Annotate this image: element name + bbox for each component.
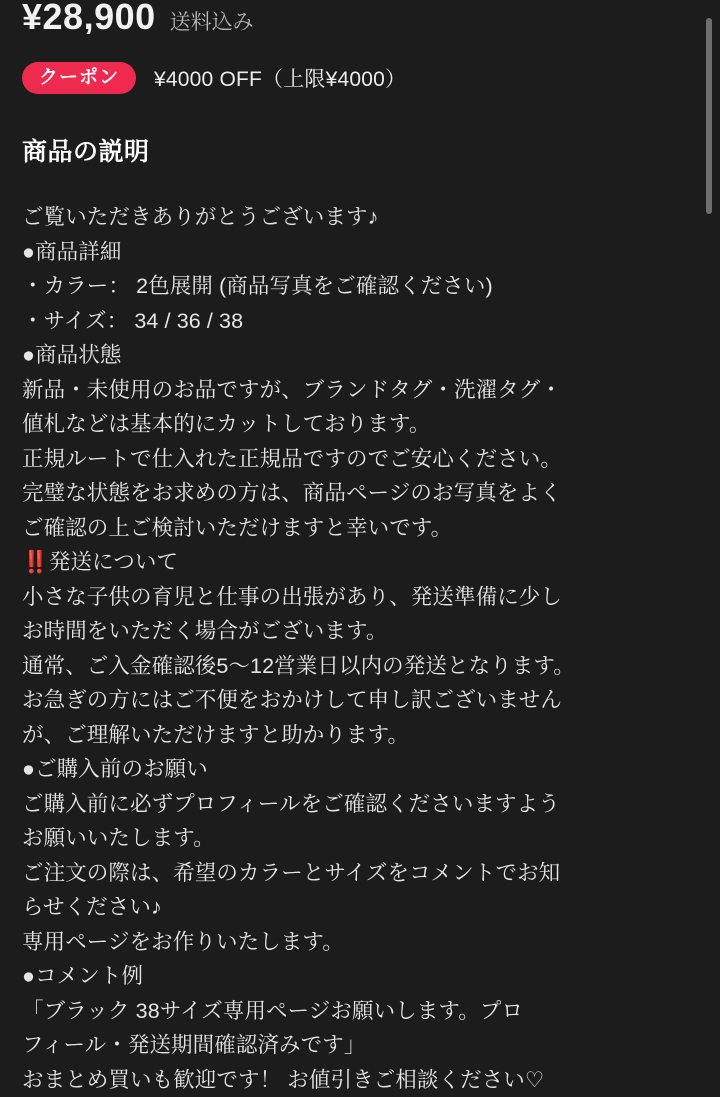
description-line: お急ぎの方にはご不便をおかけして申し訳ございません — [22, 683, 698, 718]
description-line: ご確認の上ご検討いただけますと幸いです。 — [22, 511, 698, 546]
description-line: おまとめ買いも歓迎です！ お値引きご相談ください♡ — [22, 1063, 698, 1097]
description-line: ‼️発送について — [22, 545, 698, 580]
description-line: 正規ルートで仕入れた正規品ですのでご安心ください。 — [22, 442, 698, 477]
description-line: ●商品状態 — [22, 338, 698, 373]
price-row — [22, 0, 698, 34]
product-price: ¥28,900 — [22, 0, 156, 34]
description-line: お願いいたします。 — [22, 821, 698, 856]
description-line: 「ブラック 38サイズ専用ページお願いします。プロ — [22, 994, 698, 1029]
description-body — [22, 200, 698, 1097]
description-line: フィール・発送期間確認済みです」 — [22, 1028, 698, 1063]
description-line: ●ご購入前のお願い — [22, 752, 698, 787]
description-line: ご覧いただきありがとうございます♪ — [22, 200, 698, 235]
scrollbar-thumb[interactable] — [706, 18, 712, 214]
description-line: 値札などは基本的にカットしております。 — [22, 407, 698, 442]
description-line: 小さな子供の育児と仕事の出張があり、発送準備に少し — [22, 580, 698, 615]
coupon-description: ¥4000 OFF（上限¥4000） — [154, 63, 406, 93]
description-line: が、ご理解いただけますと助かります。 — [22, 718, 698, 753]
shipping-label: 送料込み — [170, 8, 254, 34]
coupon-row[interactable] — [22, 62, 698, 94]
description-line: 専用ページをお作りいたします。 — [22, 925, 698, 960]
description-line: ●商品詳細 — [22, 235, 698, 270]
description-line: ●コメント例 — [22, 959, 698, 994]
description-line: ご購入前に必ずプロフィールをご確認くださいますよう — [22, 787, 698, 822]
description-line: ・カラー： 2色展開 (商品写真をご確認ください) — [22, 269, 698, 304]
description-line: ・サイズ： 34 / 36 / 38 — [22, 304, 698, 339]
description-line: ご注文の際は、希望のカラーとサイズをコメントでお知 — [22, 856, 698, 891]
description-line: らせください♪ — [22, 890, 698, 925]
scrollbar-track[interactable] — [710, 0, 716, 1080]
description-line: 完璧な状態をお求めの方は、商品ページのお写真をよく — [22, 476, 698, 511]
description-line: お時間をいただく場合がございます。 — [22, 614, 698, 649]
coupon-badge: クーポン — [22, 62, 136, 94]
description-heading: 商品の説明 — [22, 132, 698, 168]
description-line: 通常、ご入金確認後5〜12営業日以内の発送となります。 — [22, 649, 698, 684]
description-line: 新品・未使用のお品ですが、ブランドタグ・洗濯タグ・ — [22, 373, 698, 408]
